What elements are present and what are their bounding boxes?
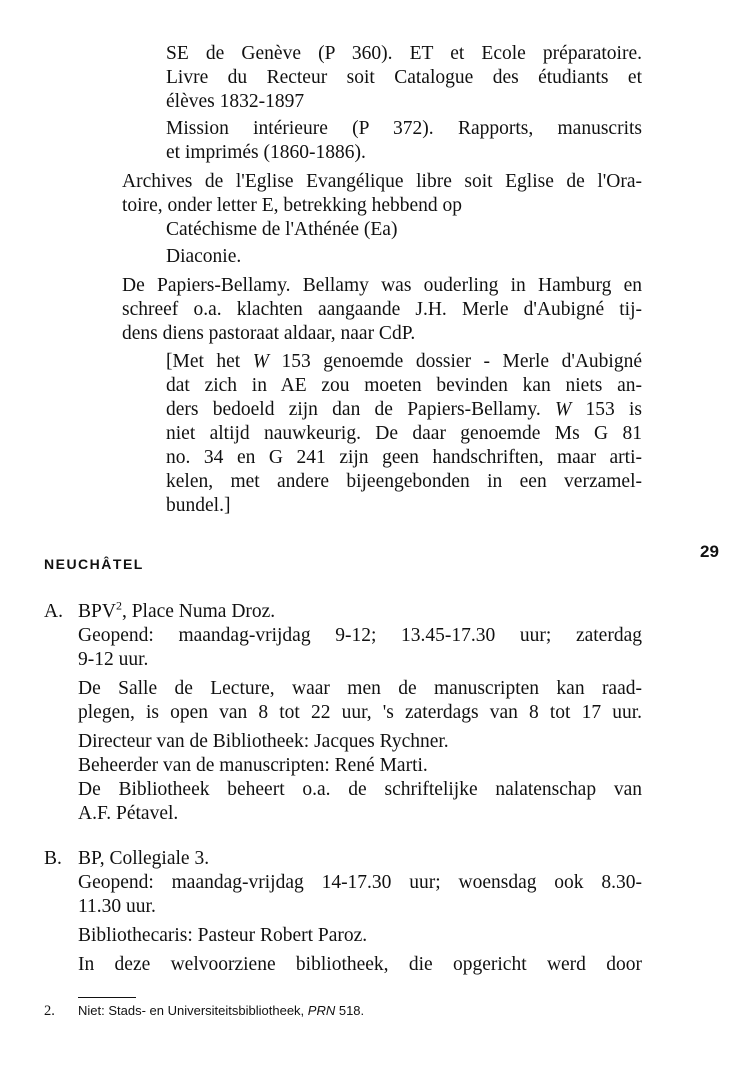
entry-text: , Place Numa Droz. xyxy=(121,601,276,622)
text-line: Geopend: maandag-vrijdag 14-17.30 uur; woensdag ook 8.30- xyxy=(78,872,642,893)
text-line: SE de Genève (P 360). ET et Ecole préparatoire. xyxy=(166,43,642,64)
note-ref: W xyxy=(555,399,572,420)
text-line: De Papiers-Bellamy. Bellamy was ouderling in Hamburg en xyxy=(122,275,642,296)
footnote-body: Niet: Stads- en Universiteitsbibliotheek, xyxy=(78,1003,308,1018)
entry-title xyxy=(78,600,275,624)
text-line: De Salle de Lecture, waar men de manuscripten kan raad- xyxy=(78,678,642,699)
text-line: Geopend: maandag-vrijdag 9-12; 13.45-17.30 uur; zaterdag xyxy=(78,625,642,646)
text-line: élèves 1832-1897 xyxy=(166,91,305,112)
note-text: ders bedoeld zijn dan de Papiers-Bellamy. xyxy=(166,399,556,420)
note-text: [Met het xyxy=(166,351,253,372)
text-line: et imprimés (1860-1886). xyxy=(166,142,366,163)
text-line: Archives de l'Eglise Evangélique libre soit Eglise de l'Ora- xyxy=(122,171,642,192)
text-line: plegen, is open van 8 tot 22 uur, 's zaterdags van 8 tot 17 uur. xyxy=(78,702,642,723)
text-line: Beheerder van de manuscripten: René Marti. xyxy=(78,755,428,776)
note-line: bundel.] xyxy=(166,495,231,516)
note-line: no. 34 en G 241 zijn geen handschriften, maar arti- xyxy=(166,447,642,468)
note-line: niet altijd nauwkeurig. De daar genoemde Ms G 81 xyxy=(166,423,642,444)
text-line: Mission intérieure (P 372). Rapports, manuscrits xyxy=(166,118,642,139)
text-line: A.F. Pétavel. xyxy=(78,803,179,824)
page-number: 29 xyxy=(700,542,719,561)
text-line: In deze welvoorziene bibliotheek, die opgericht werd door xyxy=(78,954,642,975)
text-line: schreef o.a. klachten aangaande J.H. Merle d'Aubigné tij- xyxy=(122,299,642,320)
footnote-ref-abbrev: PRN xyxy=(307,1003,336,1018)
text-line: 9-12 uur. xyxy=(78,649,149,670)
note-text: 153 genoemde dossier - Merle d'Aubigné xyxy=(268,351,642,372)
entry-title: BP, Collegiale 3. xyxy=(78,848,210,869)
footnote-page: 518. xyxy=(335,1003,365,1018)
text-line: De Bibliotheek beheert o.a. de schriftelijke nalatenschap van xyxy=(78,779,642,800)
note-line xyxy=(166,398,642,422)
note-text: 153 is xyxy=(571,399,642,420)
text-line: Livre du Recteur soit Catalogue des étudiants et xyxy=(166,67,642,88)
text-line: Directeur van de Bibliotheek: Jacques Rychner. xyxy=(78,731,449,752)
note-line: dat zich in AE zou moeten bevinden kan niets an- xyxy=(166,375,642,396)
text-line: Catéchisme de l'Athénée (Ea) xyxy=(166,219,398,240)
entry-label: B. xyxy=(44,848,62,869)
text-line: toire, onder letter E, betrekking hebbend op xyxy=(122,195,463,216)
text-line: dens diens pastoraat aldaar, naar CdP. xyxy=(122,323,416,344)
footnote-ref: 2 xyxy=(115,598,122,613)
note-ref: W xyxy=(252,351,269,372)
footnote-text xyxy=(78,1002,364,1020)
note-line xyxy=(166,350,642,374)
note-line: kelen, met andere bijeengebonden in een verzamel- xyxy=(166,471,642,492)
text-line: 11.30 uur. xyxy=(78,896,156,917)
entry-text: BPV xyxy=(78,601,116,622)
text-line: Bibliothecaris: Pasteur Robert Paroz. xyxy=(78,925,368,946)
section-heading: NEUCHÂTEL xyxy=(44,556,144,572)
footnote-rule xyxy=(78,997,136,998)
text-line: Diaconie. xyxy=(166,246,242,267)
footnote-number: 2. xyxy=(44,1003,55,1019)
entry-label: A. xyxy=(44,601,63,622)
